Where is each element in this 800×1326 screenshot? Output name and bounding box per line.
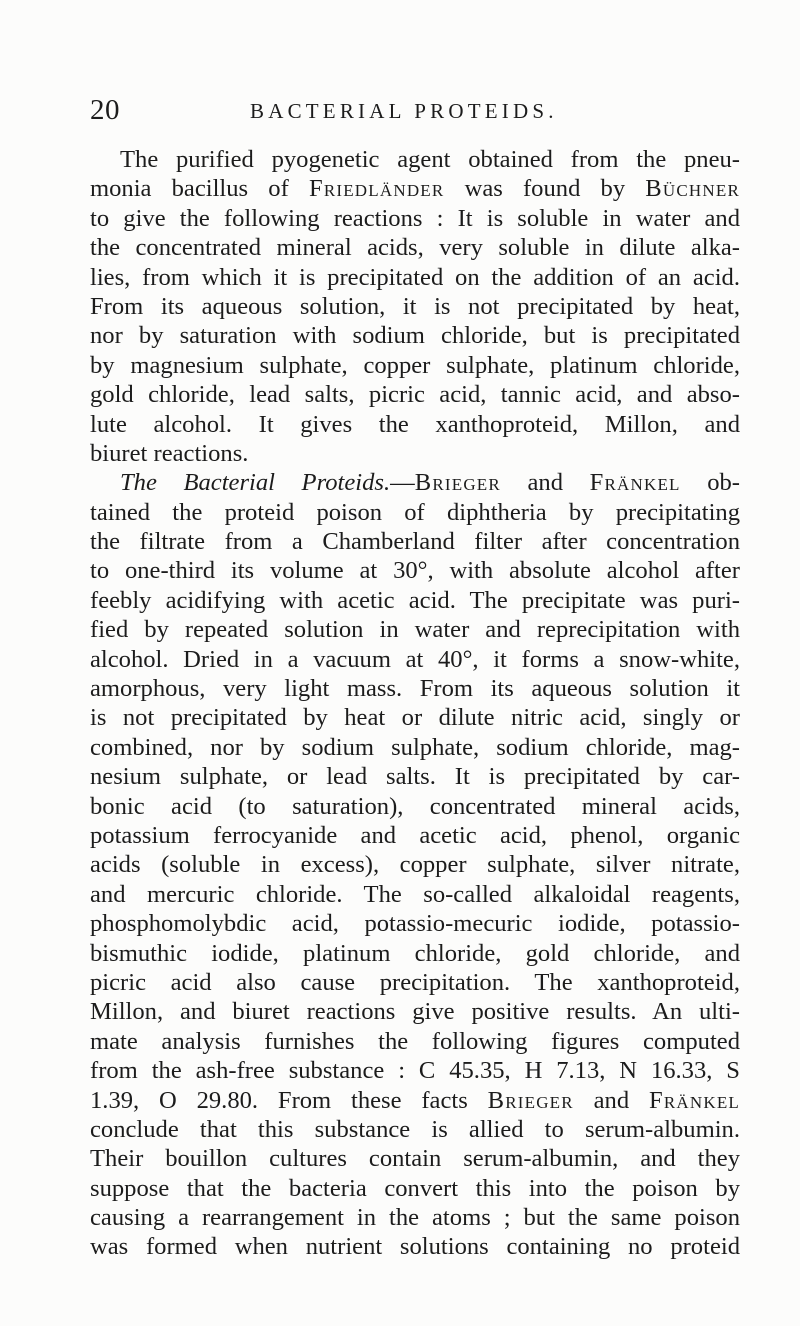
text-segment: Their bouillon cultures contain serum-albumin, and they xyxy=(90,1145,740,1173)
text-line xyxy=(90,1086,740,1115)
text-segment: mate analysis furnishes the following figures computed xyxy=(90,1027,740,1055)
text-segment: by magnesium sulphate, copper sulphate, platinum chloride, xyxy=(90,351,740,379)
text-segment: alcohol. Dried in a vacuum at 40°, it forms a snow-white, xyxy=(90,645,740,673)
text-segment: monia bacillus of xyxy=(90,175,309,203)
text-segment: The purified pyogenetic agent obtained from the pneu- xyxy=(120,146,740,173)
author-name: Büchner xyxy=(645,175,740,203)
text-segment: bonic acid (to saturation), concentrated mineral acids, xyxy=(90,792,740,820)
text-segment: was formed when nutrient solutions containing no proteid xyxy=(90,1233,740,1261)
text-segment: acids (soluble in excess), copper sulphate, silver nitrate, xyxy=(90,851,740,879)
text-segment: is not precipitated by heat or dilute nitric acid, singly or xyxy=(90,704,740,732)
text-segment: 1.39, O 29.80. From these facts xyxy=(90,1086,488,1114)
author-name: Friedländer xyxy=(308,175,445,203)
text-segment: gold chloride, lead salts, picric acid, tannic acid, and abso- xyxy=(90,381,740,409)
text-line xyxy=(90,880,740,909)
text-segment: amorphous, very light mass. From its aqueous solution it xyxy=(90,675,740,703)
text-segment: fied by repeated solution in water and reprecipitation with xyxy=(90,616,740,644)
text-line xyxy=(90,292,740,321)
text-segment: causing a rearrangement in the atoms ; but the same poison xyxy=(90,1204,740,1232)
text-line xyxy=(90,703,740,732)
page-number: 20 xyxy=(90,94,120,126)
text-segment: the concentrated mineral acids, very soluble in dilute alka- xyxy=(90,234,740,262)
author-name: Brieger xyxy=(487,1086,574,1114)
text-segment: Millon, and biuret reactions give positive results. An ulti- xyxy=(90,998,740,1026)
text-segment: conclude that this substance is allied to serum-albumin. xyxy=(90,1115,740,1143)
text-line xyxy=(90,321,740,350)
text-line xyxy=(90,615,740,644)
text-line xyxy=(90,527,740,556)
text-segment: feebly acidifying with acetic acid. The precipitate was puri- xyxy=(90,586,740,614)
author-name: Brieger xyxy=(414,469,501,497)
text-line xyxy=(90,1232,740,1261)
text-segment: nesium sulphate, or lead salts. It is precipitated by car- xyxy=(90,763,740,791)
text-line xyxy=(90,1115,740,1144)
text-segment: nor by saturation with sodium chloride, but is precipitated xyxy=(90,322,740,350)
text-line xyxy=(90,674,740,703)
text-segment: and xyxy=(573,1086,649,1114)
text-segment: the filtrate from a Chamberland filter after concentration xyxy=(90,528,740,556)
text-segment: ob- xyxy=(680,469,741,497)
text-line xyxy=(90,939,740,968)
text-line xyxy=(90,645,740,674)
text-line xyxy=(90,174,740,203)
text-line xyxy=(90,762,740,791)
text-line xyxy=(90,145,740,174)
text-segment: suppose that the bacteria convert this into the poison by xyxy=(90,1174,740,1202)
text-line xyxy=(90,233,740,262)
text-segment: and mercuric chloride. The so-called alkaloidal reagents, xyxy=(90,880,740,908)
text-line xyxy=(90,1203,740,1232)
text-line xyxy=(90,380,740,409)
text-line xyxy=(90,792,740,821)
text-line xyxy=(90,439,740,468)
text-line xyxy=(90,1144,740,1173)
text-line xyxy=(90,850,740,879)
text-line xyxy=(90,1027,740,1056)
text-line xyxy=(90,586,740,615)
text-segment: combined, nor by sodium sulphate, sodium chloride, mag- xyxy=(90,733,740,761)
author-name: Fränkel xyxy=(589,469,681,497)
text-line xyxy=(90,556,740,585)
text-segment: potassium ferrocyanide and acetic acid, phenol, organic xyxy=(90,821,740,849)
text-line xyxy=(90,1056,740,1085)
text-segment: to give the following reactions : It is soluble in water and xyxy=(90,204,740,232)
text-segment: phosphomolybdic acid, potassio-mecuric iodide, potassio- xyxy=(90,910,740,938)
text-segment: — xyxy=(390,469,415,497)
text-segment: was found by xyxy=(444,175,646,203)
section-heading: The Bacterial Proteids. xyxy=(120,469,391,497)
text-segment: picric acid also cause precipitation. The xanthoproteid, xyxy=(90,968,740,996)
text-segment: From its aqueous solution, it is not precipitated by heat, xyxy=(90,292,740,320)
text-line xyxy=(90,351,740,380)
text-segment: biuret reactions. xyxy=(90,439,249,467)
text-line xyxy=(90,1174,740,1203)
page-header xyxy=(90,92,730,128)
text-segment: to one-third its volume at 30°, with absolute alcohol after xyxy=(90,557,740,585)
text-segment: lute alcohol. It gives the xanthoproteid, Millon, and xyxy=(90,410,740,438)
text-line xyxy=(90,498,740,527)
text-segment: and xyxy=(500,469,590,497)
text-line xyxy=(90,733,740,762)
text-line xyxy=(90,909,740,938)
text-line xyxy=(90,997,740,1026)
body-text xyxy=(90,145,740,1262)
text-segment: from the ash-free substance : C 45.35, H 7.13, N 16.33, S xyxy=(90,1057,740,1085)
text-line xyxy=(90,968,740,997)
text-line xyxy=(90,263,740,292)
text-segment: bismuthic iodide, platinum chloride, gold chloride, and xyxy=(90,939,740,967)
text-segment: lies, from which it is precipitated on the addition of an acid. xyxy=(90,263,740,291)
text-segment: tained the proteid poison of diphtheria by precipitating xyxy=(90,498,740,526)
text-line xyxy=(90,204,740,233)
text-line xyxy=(90,410,740,439)
author-name: Fränkel xyxy=(648,1086,740,1114)
running-title: BACTERIAL PROTEIDS. xyxy=(250,99,558,123)
text-line xyxy=(90,821,740,850)
text-line xyxy=(90,468,740,497)
